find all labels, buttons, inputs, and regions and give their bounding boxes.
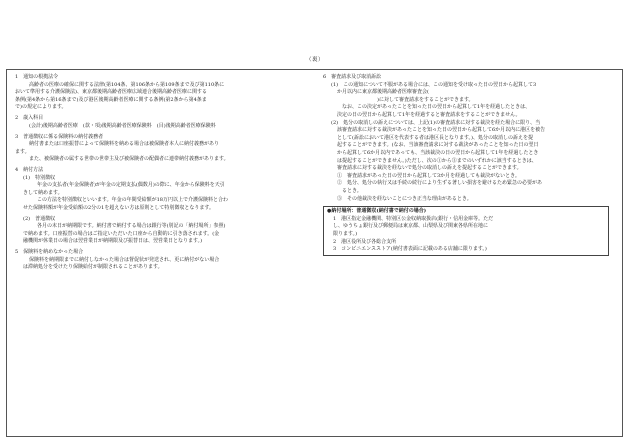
text-line: か月以内に東京都後期高齢者医療審査会( xyxy=(337,89,429,96)
text-line: は滞納処分を受けたり保険給付が制限されることがあります。 xyxy=(23,264,163,271)
box-line: 1 港区指定金融機関、特別区公金収納取扱店(銀行・信用金庫等。ただ xyxy=(333,215,494,222)
text-line: は提起することができません。)ただし、次の①から③までのいずれかに該当するときは、 xyxy=(337,157,537,164)
text-line: せた保険料額が年金受給額の2分の1を超えない方は原則として特別徴収となります。 xyxy=(23,205,214,212)
text-line: (1) この通知について不服がある場合には、この通知を受け取った日の翌日から起算して3 xyxy=(331,81,537,88)
subsection-title: (1) 特別徴収 xyxy=(23,174,56,181)
box-line: 2 港区役所及び各総合支所 xyxy=(333,238,397,245)
section-payment-obligor xyxy=(15,134,309,164)
section-nonpayment xyxy=(15,249,309,272)
section-title: 2 歳入科目 xyxy=(15,115,44,122)
text-line: ます。 xyxy=(15,148,30,155)
text-line: 保険料を納期限までに納付しなかった場合は督促状が発送され、更に納付がない場合 xyxy=(29,256,220,263)
box-header: ●納付場所：普通徴収(納付書で納付の場合) xyxy=(327,208,427,215)
section-legal-basis xyxy=(15,74,309,112)
section-appeal xyxy=(323,74,615,203)
page-header: （裏） xyxy=(305,57,324,63)
text-line: 該審査請求に対する裁決があったことを知った日の翌日から起算して6か月以内に港区を被告 xyxy=(337,127,546,134)
section-title: 5 保険料を納めなかった場合 xyxy=(15,249,84,256)
section-title: 1 通知の根拠法令 xyxy=(15,74,59,80)
text-line: で納めます。口座振替の場合はご指定いただいた口座から自動的に引き落されます。(金 xyxy=(23,230,220,237)
text-line: (会計)後期高齢者医療 (款・項)後期高齢者医療保険料 (目)後期高齢者医療保険料 xyxy=(29,122,216,129)
list-item: るとき。 xyxy=(337,187,362,194)
section-payment-method xyxy=(15,167,309,246)
right-column xyxy=(323,74,615,256)
list-item: ③ その他裁決を経ないことにつき正当な理由があるとき。 xyxy=(337,195,472,202)
left-column xyxy=(15,74,309,275)
text-line: また、被保険者の属する世帯の世帯主及び被保険者の配偶者に連帯納付義務があります。 xyxy=(29,156,229,163)
box-line: し、ゆうちょ銀行及び郵便局は東京都、山梨県及び関東各県所在地に xyxy=(333,223,489,230)
section-revenue-item xyxy=(15,115,309,130)
text-line: から起算して6か月以内であっても、当該裁決の日の翌日から起算して1年を経過したとき xyxy=(337,149,539,156)
text-line: )に対して審査請求をすることができます。 xyxy=(337,96,474,103)
text-line: 高齢者の医療の確保に関する法律(第104条、第106条から第109条まで及び第110条に xyxy=(29,81,225,88)
text-line: 融機関が休業日の場合は翌営業日が納期限及び振替日は、翌営業日となります。) xyxy=(23,238,203,245)
box-line: 3 コンビニエンスストア(納付書表面に記載のある店舗に限ります。) xyxy=(333,246,487,253)
text-line: (2) 処分の取消しの訴えについては、上記(1)の審査請求に対する裁決を経た場合に限り、当 xyxy=(331,119,541,126)
section-title: 6 審査請求及び取消訴訟 xyxy=(323,74,382,80)
text-line: 各月の末日が納期限です。納付書で納付する場合は銀行等(別記の「納付場所」参照) xyxy=(37,223,226,230)
text-line: 納付書または口座振替によって保険料を納める場合は被保険者本人に納付義務があり xyxy=(29,141,220,148)
text-line: 決定の日の翌日から起算して1年を経過すると審査請求をすることができません。 xyxy=(337,111,521,118)
subsection-title: (2) 普通徴収 xyxy=(23,215,56,222)
text-line: 条例(第4条から第16条まで)及び港区後期高齢者医療に関する条例(第2条から第4条ま xyxy=(15,96,207,103)
text-line: として(訴訟において港区を代表する者は港区長となります。)、処分の取消しの訴えを提 xyxy=(337,134,534,141)
section-title: 3 普通徴収に係る保険料の納付義務者 xyxy=(15,133,104,140)
text-line: 審査請求に対する裁決を経ないで処分の取消しの訴えを提起することができます。 xyxy=(337,165,522,172)
list-item: ① 審査請求があった日の翌日から起算して3か月を経過しても裁決がないとき。 xyxy=(337,172,520,179)
content-frame xyxy=(6,69,623,437)
text-line: きして納めます。 xyxy=(23,189,63,196)
text-line: で)の規定によります。 xyxy=(15,104,67,111)
payment-location-box xyxy=(323,206,609,256)
box-line: 限ります。) xyxy=(333,231,358,238)
text-line: 年金の支払者(年金保険者)が年金の定期支払(偶数月)の際に、年金から保険料を天引 xyxy=(37,182,225,189)
text-line: なお、この決定があったことを知った日の翌日から起算して1年を経過したときは、 xyxy=(337,104,531,111)
section-title: 4 納付方法 xyxy=(15,167,44,174)
list-item: ② 処分、処分の執行又は手続の続行により生ずる著しい損害を避けるため緊急の必要があ xyxy=(337,180,543,187)
text-line: おいて準用する介護保険法)、東京都後期高齢者医療広域連合後期高齢者医療に関する xyxy=(15,89,207,96)
text-line: この方法を特別徴収といいます。年金の年間受給額が18万円以上で介護保険料と合わ xyxy=(37,197,228,204)
text-line: 起することができます。(なお、当該審査請求に対する裁決があったことを知った日の翌日 xyxy=(337,142,539,149)
